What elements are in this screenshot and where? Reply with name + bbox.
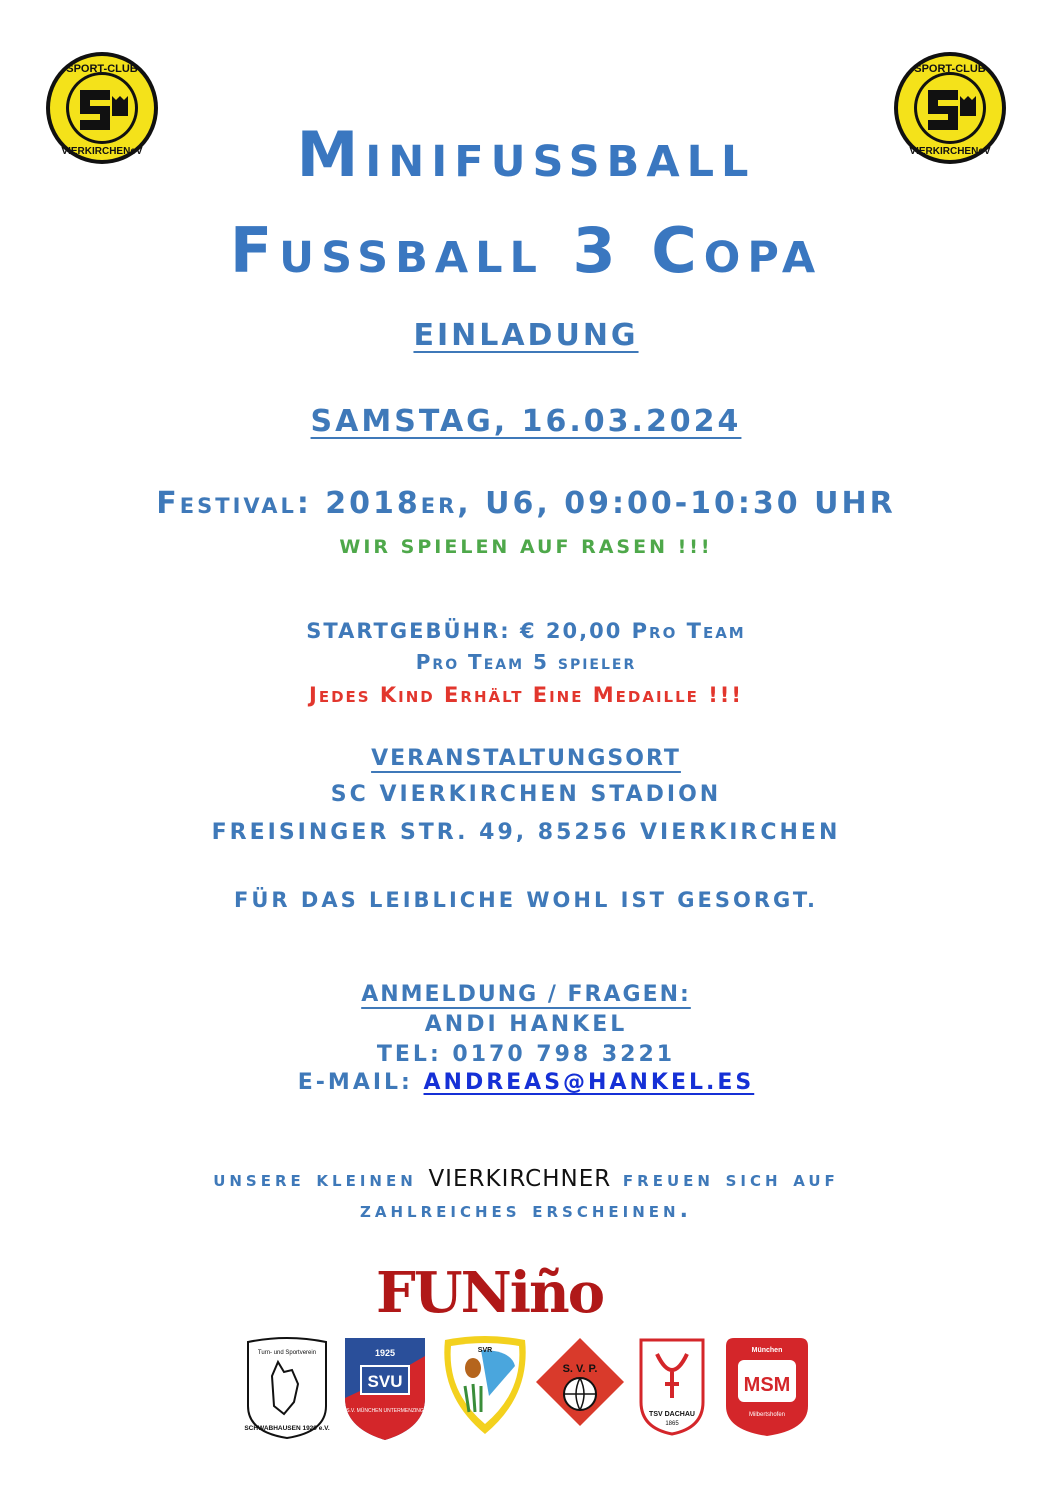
email-link[interactable]: ANDREAS@HANKEL.ES [423, 1070, 755, 1095]
catering-note: FÜR DAS LEIBLICHE WOHL IST GESORGT. [234, 888, 818, 912]
title-line-1: Minifussball [296, 118, 756, 191]
start-fee: STARTGEBÜHR: € 20,00 Pro Team [306, 619, 746, 643]
club-text-bottom: S.V. MÜNCHEN UNTERMENZING [346, 1408, 424, 1414]
contact-name: ANDI HANKEL [424, 1012, 628, 1037]
email-label: E-MAIL: [297, 1070, 424, 1095]
venue-name: SC VIERKIRCHEN STADION [330, 782, 722, 807]
club-text-bottom: 1865 [665, 1421, 679, 1427]
club-text-top: 1925 [374, 1348, 396, 1358]
svu-logo [343, 1336, 427, 1442]
players-per-team: Pro Team 5 spieler [415, 650, 637, 674]
schwabhausen-logo [244, 1336, 330, 1440]
funino-text: FUNiño [376, 1260, 604, 1322]
closing-part-1: unsere kleinen [213, 1167, 429, 1192]
festival-line: Festival: 2018er, U6, 09:00-10:30 UHR [156, 486, 896, 521]
club-text-top: München [751, 1347, 783, 1354]
club-text-main: SCHWABHAUSEN 1929 e.V. [244, 1425, 330, 1432]
club-text-main: TSV DACHAU [649, 1411, 695, 1418]
club-logos-row [0, 1336, 1052, 1446]
contact-email-line [0, 1070, 1052, 1095]
grass-note: WIR SPIELEN AUF RASEN !!! [339, 536, 713, 558]
title-line-2: Fussball 3 Copa [229, 214, 823, 287]
logo-text-top: SPORT-CLUB [914, 63, 986, 75]
svp-logo [534, 1336, 626, 1428]
invitation-heading: EINLADUNG [413, 318, 639, 353]
contact-phone: TEL: 0170 798 3221 [376, 1042, 676, 1067]
club-text-main: S. V. P. [562, 1363, 598, 1375]
venue-heading: VERANSTALTUNGSORT [371, 746, 681, 771]
club-text-main: SVU [367, 1372, 403, 1391]
closing-highlight: VIERKIRCHNER [428, 1166, 612, 1192]
club-text-main: MSM [743, 1374, 791, 1396]
shield-logo [441, 1336, 529, 1436]
event-date: SAMSTAG, 16.03.2024 [310, 404, 742, 439]
logo-text-bottom: VIERKIRCHENeV [61, 146, 143, 157]
medal-note: Jedes Kind Erhält Eine Medaille !!! [309, 683, 743, 707]
msm-logo [724, 1336, 810, 1438]
tsv-dachau-logo [637, 1336, 707, 1436]
registration-heading: ANMELDUNG / FRAGEN: [361, 982, 691, 1007]
closing-part-2: freuen sich auf [611, 1167, 839, 1192]
venue-address: FREISINGER STR. 49, 85256 VIERKIRCHEN [211, 820, 841, 845]
club-text-main: SVR [477, 1347, 493, 1354]
logo-text-top: SPORT-CLUB [66, 63, 138, 75]
closing-line-1 [0, 1166, 1052, 1192]
club-text-bottom: Milbertshofen [748, 1412, 786, 1418]
closing-line-2: zahlreiches erscheinen. [360, 1198, 692, 1223]
club-text-top: Turn- und Sportverein [257, 1350, 317, 1356]
funino-logo [370, 1258, 690, 1322]
logo-text-bottom: VIERKIRCHENeV [909, 146, 991, 157]
